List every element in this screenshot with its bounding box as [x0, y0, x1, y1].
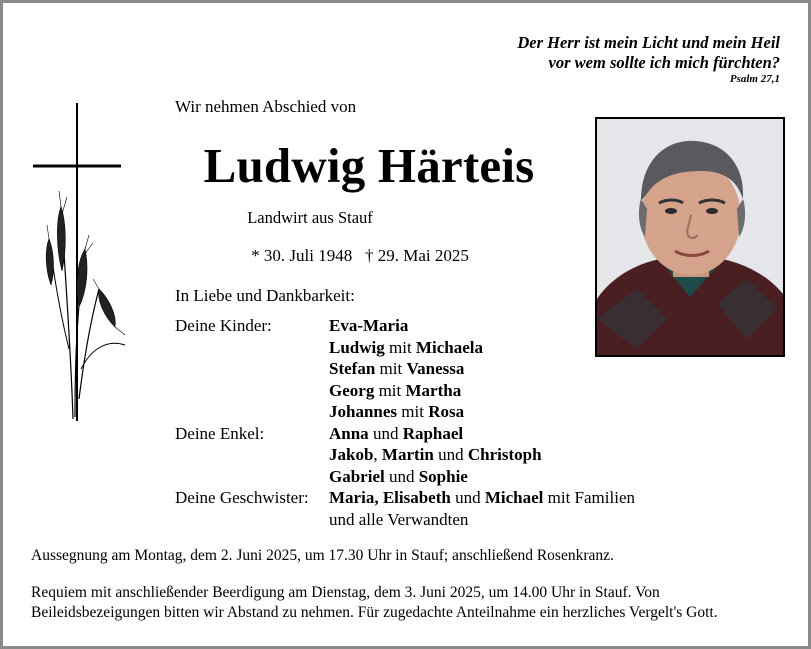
- family-group-siblings: [175, 487, 635, 530]
- family-name: Jakob: [329, 445, 374, 464]
- family-name: Michaela: [415, 337, 483, 357]
- family-name-line: [329, 487, 635, 509]
- family-name-line: [329, 466, 542, 488]
- family-connector: und: [450, 488, 485, 507]
- family-connector: mit Familien: [543, 488, 635, 507]
- family-connector: mit: [384, 337, 416, 357]
- family-connector: mit: [397, 402, 429, 421]
- family-name: Stefan: [329, 359, 376, 378]
- family-name: Michael: [484, 488, 544, 507]
- family-name: Ludwig: [329, 337, 385, 357]
- closing-text: In Liebe und Dankbarkeit:: [175, 286, 355, 305]
- family-name-line: [329, 423, 542, 445]
- family-list: [175, 315, 635, 530]
- family-name: Anna: [329, 423, 369, 443]
- family-names-grandchildren: [329, 423, 542, 488]
- family-name-line: [329, 444, 542, 466]
- family-connector: und: [384, 466, 419, 486]
- family-name-line: [329, 337, 483, 359]
- family-name-line: [329, 315, 483, 337]
- family-name: Johannes: [329, 402, 398, 421]
- family-name: Martha: [405, 380, 462, 400]
- family-connector: mit: [374, 380, 406, 400]
- family-name: Sophie: [418, 466, 468, 486]
- family-connector: mit: [375, 359, 407, 378]
- blessing-notice: Aussegnung am Montag, dem 2. Juni 2025, um 17.30 Uhr in Stauf; anschließend Rosenkranz.: [31, 547, 614, 564]
- family-name: Rosa: [428, 402, 465, 421]
- family-name-line: [329, 358, 483, 380]
- family-name: Maria, Elisabeth: [329, 488, 451, 507]
- family-connector: und: [368, 423, 403, 443]
- family-name: Raphael: [402, 423, 464, 443]
- family-name: Georg: [329, 380, 375, 400]
- family-names-siblings: [329, 487, 635, 530]
- life-dates: * 30. Juli 1948 † 29. Mai 2025: [251, 246, 469, 265]
- family-connector: und alle Verwandten: [329, 509, 469, 529]
- family-name-line: [329, 380, 483, 402]
- family-connector: ,: [373, 445, 382, 464]
- deceased-occupation: Landwirt aus Stauf: [247, 208, 373, 227]
- family-names-children: [329, 315, 483, 423]
- requiem-notice: Requiem mit anschließender Beerdigung am Dienstag, dem 3. Juni 2025, um 14.00 Uhr in Stauf. Von Beileidsbezeigungen bitten wir Abstand zu nehmen. Für zugedachte Anteilnahme ein herzliches Vergelt's Gott.: [31, 584, 718, 621]
- family-label-children: Deine Kinder:: [175, 316, 272, 335]
- verse-reference: Psalm 27,1: [729, 73, 780, 85]
- family-name-line: [329, 509, 635, 531]
- family-name-line: [329, 401, 483, 423]
- family-name: Christoph: [467, 445, 542, 464]
- family-name: Martin: [381, 445, 434, 464]
- family-name: Eva-Maria: [329, 316, 409, 335]
- verse-line-1: Der Herr ist mein Licht und mein Heil: [517, 33, 780, 52]
- family-connector: und: [433, 445, 468, 464]
- family-label-grandchildren: Deine Enkel:: [175, 423, 265, 443]
- intro-text: Wir nehmen Abschied von: [175, 97, 357, 116]
- family-name: Gabriel: [329, 466, 385, 486]
- verse-line-2: vor wem sollte ich mich fürchten?: [548, 53, 780, 72]
- deceased-name: Ludwig Härteis: [203, 138, 535, 193]
- family-group-grandchildren: [175, 423, 635, 488]
- family-name: Vanessa: [406, 359, 465, 378]
- family-group-children: [175, 315, 635, 423]
- bible-verse: [517, 33, 780, 86]
- family-label-siblings: Deine Geschwister:: [175, 488, 309, 507]
